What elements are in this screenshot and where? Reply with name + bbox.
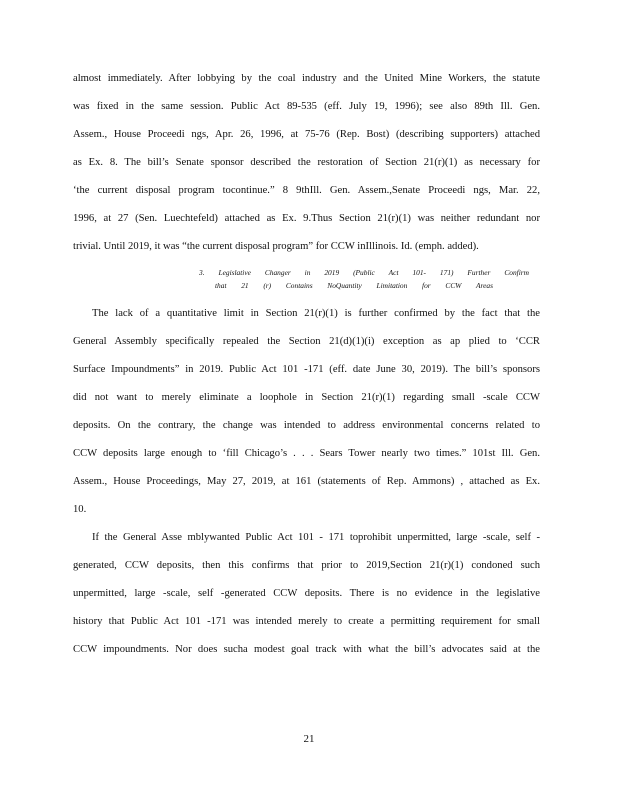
paragraph-1-line-6: 1996, at 27 (Sen. Luechtefeld) attached as Ex. 9.Thus Section 21(r)(1) was neither redundant nor [73,213,540,224]
paragraph-3-line-5: CCW impoundments. Nor does sucha modest goal track with what the bill’s advocates said at the [73,644,540,655]
paragraph-1-line-4: as Ex. 8. The bill’s Senate sponsor described the restoration of Section 21(r)(1) as necessary for [73,157,540,168]
paragraph-2-line-2: General Assembly specifically repealed the Section 21(d)(1)(i) exception as ap plied to ‘CCR [73,336,540,347]
paragraph-1-line-7: trivial. Until 2019, it was “the current disposal program” for CCW inIllinois. Id. (emph. added). [73,241,479,252]
section-heading-line-1: 3. Legislative Changer in 2019 (Public Act 101- 171) Further Confirm [199,268,529,277]
paragraph-2-line-1: The lack of a quantitative limit in Section 21(r)(1) is further confirmed by the fact that the [92,308,540,319]
paragraph-2-line-3: Surface Impoundments” in 2019. Public Act 101 -171 (eff. date June 30, 2019). The bill’s sponsors [73,364,540,375]
paragraph-1-line-2: was fixed in the same session. Public Act 89-535 (eff. July 19, 1996); see also 89th Ill. Gen. [73,101,540,112]
paragraph-2-line-6: CCW deposits large enough to ‘fill Chicago’s . . . Sears Tower nearly two times.” 101st Ill. Gen. [73,448,540,459]
paragraph-3-line-1: If the General Asse mblywanted Public Act 101 - 171 toprohibit unpermitted, large -scale, self - [92,532,540,543]
paragraph-2-line-7: Assem., House Proceedings, May 27, 2019, at 161 (statements of Rep. Ammons) , attached as Ex. [73,476,540,487]
paragraph-1-line-5: ‘the current disposal program tocontinue.” 8 9thIll. Gen. Assem.,Senate Proceedi ngs, Mar. 22, [73,185,540,196]
paragraph-3-line-3: unpermitted, large -scale, self -generated CCW deposits. There is no evidence in the legislative [73,588,540,599]
paragraph-1-line-3: Assem., House Proceedi ngs, Apr. 26, 1996, at 75-76 (Rep. Bost) (describing supporters) attached [73,129,540,140]
paragraph-3-line-2: generated, CCW deposits, then this confirms that prior to 2019,Section 21(r)(1) condoned such [73,560,540,571]
paragraph-2-line-8: 10. [73,504,87,515]
paragraph-2-line-5: deposits. On the contrary, the change was intended to address environmental concerns related to [73,420,540,431]
paragraph-2-line-4: did not want to merely eliminate a loophole in Section 21(r)(1) regarding small -scale CCW [73,392,540,403]
paragraph-1-line-1: almost immediately. After lobbying by the coal industry and the United Mine Workers, the statute [73,73,540,84]
section-heading-line-2: that 21 (r) Contains NoQuantity Limitation for CCW Areas [215,281,493,290]
paragraph-3-line-4: history that Public Act 101 -171 was intended merely to create a permitting requirement for small [73,616,540,627]
page-number: 21 [303,733,315,745]
